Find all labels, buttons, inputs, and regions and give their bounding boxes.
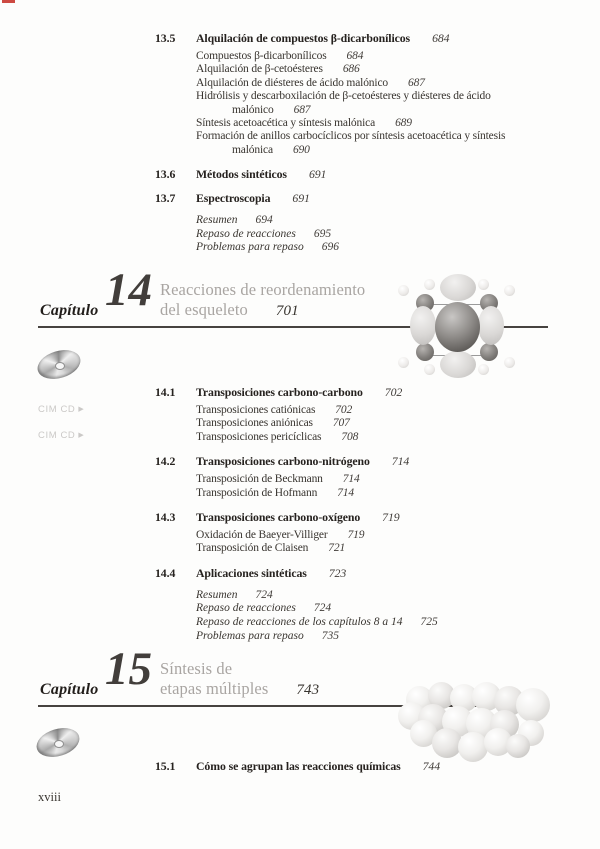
end-matter-page-number: 725 bbox=[420, 616, 438, 629]
toc-subentry-line bbox=[155, 104, 585, 117]
end-matter-title: Resumen bbox=[196, 588, 238, 601]
orbital-lobe bbox=[440, 274, 476, 301]
hydrogen-sphere bbox=[398, 357, 409, 368]
hydrogen-sphere bbox=[504, 357, 515, 368]
subentry-page-number: 686 bbox=[342, 63, 360, 76]
subentry-page-number: 721 bbox=[328, 542, 346, 555]
section-page-number: 702 bbox=[384, 385, 403, 399]
end-matter-entry bbox=[155, 589, 585, 603]
subentry-text: Transposición de Beckmann bbox=[196, 473, 323, 486]
end-matter-page-number: 695 bbox=[313, 227, 332, 240]
toc-section-entry bbox=[155, 385, 585, 399]
toc-section-entry bbox=[155, 191, 585, 205]
orbital-lobe bbox=[478, 306, 504, 345]
subentry-text: Transposición de Claisen bbox=[196, 542, 309, 555]
hydrogen-sphere bbox=[424, 364, 435, 375]
section-number: 13.7 bbox=[155, 191, 176, 206]
section-title: Alquilación de compuestos β-dicarbonílicos bbox=[196, 31, 411, 45]
section-page-number: 684 bbox=[432, 31, 450, 45]
subentry-text: Transposiciones aniónicas bbox=[196, 417, 313, 430]
end-matter-entry bbox=[155, 602, 585, 616]
chapter-title-line1: Reacciones de reordenamiento bbox=[160, 280, 366, 299]
subentry-page-number: 684 bbox=[346, 50, 364, 62]
section-title: Espectroscopia bbox=[196, 191, 271, 206]
section-title: Aplicaciones sintéticas bbox=[196, 565, 307, 580]
subentry-text: Alquilación de β-cetoésteres bbox=[196, 63, 323, 76]
toc-subentry-line bbox=[155, 431, 585, 444]
toc-subentry-line bbox=[155, 487, 585, 500]
section-page-number: 744 bbox=[422, 759, 441, 773]
molecule-sphere bbox=[458, 732, 488, 762]
end-matter-entry bbox=[155, 616, 585, 630]
section-page-number: 691 bbox=[292, 191, 310, 206]
scan-red-mark bbox=[2, 0, 15, 3]
end-matter-page-number: 696 bbox=[321, 241, 340, 254]
end-matter-title: Repaso de reacciones bbox=[196, 227, 296, 240]
cd-rom-icon bbox=[36, 348, 82, 382]
toc-subentry-line bbox=[155, 117, 585, 130]
molecule-sphere bbox=[506, 734, 530, 758]
subentry-page-number: 689 bbox=[395, 117, 412, 130]
subentry-text: Transposiciones catiónicas bbox=[196, 404, 316, 416]
toc-subentry-line bbox=[155, 90, 585, 103]
pi-orbital-model-illustration bbox=[396, 277, 548, 379]
subentry-page-number: 708 bbox=[341, 430, 359, 443]
toc-block-chapter14 bbox=[155, 385, 585, 643]
chapter-title-line2: del esqueleto bbox=[160, 299, 248, 319]
section-number: 14.1 bbox=[155, 385, 176, 399]
cim-cd-label: CIM CD bbox=[38, 404, 76, 415]
subentry-text: Transposiciones pericíclicas bbox=[196, 430, 322, 443]
cd-rom-icon bbox=[35, 726, 81, 760]
section-number: 13.5 bbox=[155, 31, 176, 45]
section-number: 14.3 bbox=[155, 510, 176, 525]
section-title: Transposiciones carbono-nitrógeno bbox=[196, 454, 370, 469]
right-triangle-icon: ▶ bbox=[78, 432, 85, 439]
chapter-title bbox=[160, 280, 365, 321]
subentry-page-number: 690 bbox=[292, 143, 310, 156]
cim-cd-margin-label bbox=[38, 404, 84, 415]
toc-section-entry bbox=[155, 566, 585, 580]
hydrogen-sphere bbox=[398, 285, 409, 296]
cim-cd-label: CIM CD bbox=[38, 430, 76, 441]
section-title: Cómo se agrupan las reacciones químicas bbox=[196, 759, 401, 773]
toc-subentry-line bbox=[155, 50, 585, 63]
hydrogen-sphere bbox=[478, 279, 489, 290]
end-matter-title: Problemas para repaso bbox=[196, 629, 304, 642]
end-matter-page-number: 724 bbox=[313, 602, 332, 615]
end-matter-group bbox=[155, 214, 585, 255]
section-title: Transposiciones carbono-carbono bbox=[196, 385, 363, 399]
toc-subentry-line bbox=[155, 404, 585, 417]
toc-section-entry bbox=[155, 167, 585, 181]
end-matter-entry bbox=[155, 241, 585, 255]
section-page-number: 723 bbox=[328, 565, 347, 580]
end-matter-entry bbox=[155, 214, 585, 228]
chapter-title-line1: Síntesis de bbox=[160, 659, 233, 678]
subentry-text: malónica bbox=[232, 143, 273, 156]
chapter-number: 14 bbox=[105, 264, 152, 316]
section-title: Transposiciones carbono-oxígeno bbox=[196, 510, 361, 525]
subentry-text: Oxidación de Baeyer-Villiger bbox=[196, 529, 328, 542]
subentry-page-number: 707 bbox=[332, 417, 350, 430]
toc-subentry-line bbox=[155, 77, 585, 90]
section-number: 14.4 bbox=[155, 565, 176, 580]
section-page-number: 714 bbox=[391, 454, 410, 469]
subentry-page-number: 687 bbox=[408, 76, 425, 89]
end-matter-page-number: 735 bbox=[321, 629, 340, 642]
section-number: 15.1 bbox=[155, 759, 176, 773]
subentry-page-number: 714 bbox=[342, 473, 360, 486]
chapter-label: Capítulo bbox=[40, 302, 99, 319]
subentry-text: Compuestos β-dicarbonílicos bbox=[196, 50, 327, 62]
subentry-page-number: 719 bbox=[347, 529, 365, 542]
carbon-sphere bbox=[480, 343, 498, 361]
end-matter-group bbox=[155, 589, 585, 643]
subentry-text: Síntesis acetoacética y síntesis malónica bbox=[196, 117, 376, 130]
chapter-page-number: 701 bbox=[275, 302, 299, 319]
molecule-sphere bbox=[516, 688, 550, 722]
subentry-page-number: 687 bbox=[293, 103, 311, 116]
subentry-text: Transposición de Hofmann bbox=[196, 486, 318, 499]
toc-subentry-line bbox=[155, 130, 585, 143]
subentry-text: Alquilación de diésteres de ácido malónico bbox=[196, 76, 389, 89]
end-matter-entry bbox=[155, 228, 585, 242]
subentry-text: Formación de anillos carbocíclicos por síntesis acetoacética y síntesis bbox=[196, 130, 506, 143]
toc-section-entry bbox=[155, 454, 585, 468]
page-folio: xviii bbox=[38, 790, 61, 804]
toc-subentry-line bbox=[155, 473, 585, 486]
chapter-title bbox=[160, 659, 319, 700]
orbital-lobe bbox=[410, 306, 436, 345]
section-page-number: 719 bbox=[382, 510, 400, 525]
section-number: 14.2 bbox=[155, 454, 176, 469]
end-matter-title: Resumen bbox=[196, 214, 238, 227]
hydrogen-sphere bbox=[424, 279, 435, 290]
cd-hole bbox=[55, 362, 65, 370]
end-matter-entry bbox=[155, 630, 585, 644]
section-page-number: 691 bbox=[308, 167, 327, 182]
central-atom-sphere bbox=[435, 302, 480, 352]
end-matter-page-number: 724 bbox=[255, 588, 273, 601]
right-triangle-icon: ▶ bbox=[78, 406, 85, 413]
section-title: Métodos sintéticos bbox=[196, 167, 287, 182]
toc-subentry-line bbox=[155, 144, 585, 157]
space-filling-molecule-illustration bbox=[398, 680, 556, 766]
subentry-page-number: 714 bbox=[337, 486, 354, 499]
end-matter-title: Problemas para repaso bbox=[196, 241, 304, 254]
hydrogen-sphere bbox=[504, 285, 515, 296]
hydrogen-sphere bbox=[478, 364, 489, 375]
toc-subentry-line bbox=[155, 529, 585, 542]
subentry-text: malónico bbox=[232, 103, 274, 116]
end-matter-title: Repaso de reacciones bbox=[196, 602, 296, 615]
toc-section-entry bbox=[155, 31, 585, 45]
orbital-lobe bbox=[440, 351, 476, 378]
toc-section-entry bbox=[155, 510, 585, 524]
chapter-page-number: 743 bbox=[296, 681, 320, 698]
end-matter-page-number: 694 bbox=[255, 214, 273, 227]
subentry-page-number: 702 bbox=[335, 404, 353, 416]
toc-subentry-line bbox=[155, 417, 585, 430]
toc-block-chapter13 bbox=[155, 31, 585, 255]
end-matter-title: Repaso de reacciones de los capítulos 8 a 14 bbox=[196, 616, 403, 629]
chapter-title-line2: etapas múltiples bbox=[160, 678, 269, 698]
chapter-number: 15 bbox=[105, 643, 152, 695]
cd-hole bbox=[54, 740, 64, 748]
section-number: 13.6 bbox=[155, 167, 176, 182]
subentry-text: Hidrólisis y descarboxilación de β-cetoésteres y diésteres de ácido bbox=[196, 90, 491, 103]
toc-subentry-line bbox=[155, 63, 585, 76]
chapter-label: Capítulo bbox=[40, 681, 99, 698]
carbon-sphere bbox=[416, 343, 434, 361]
cim-cd-margin-label bbox=[38, 430, 84, 441]
toc-subentry-line bbox=[155, 542, 585, 555]
